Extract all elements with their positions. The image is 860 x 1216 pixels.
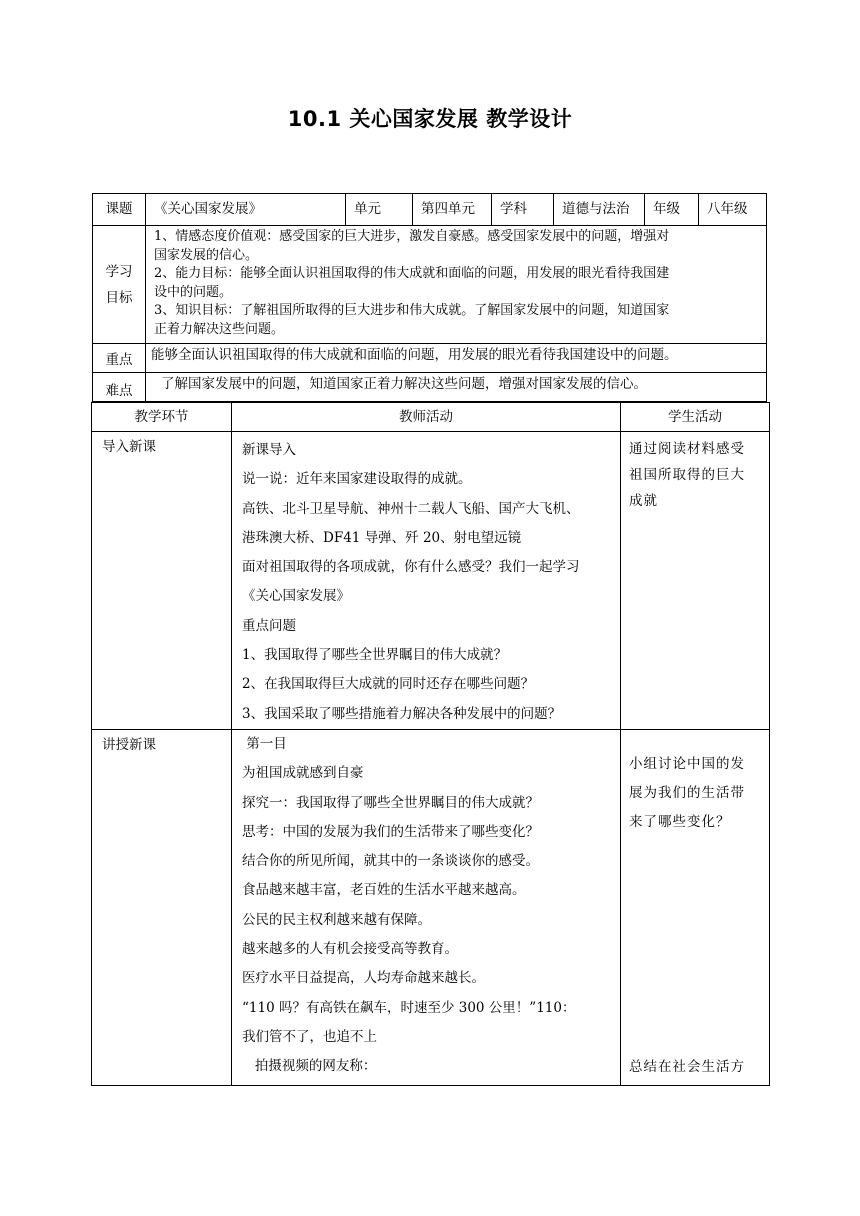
student-line: 总结在社会生活方 — [629, 1059, 745, 1075]
unit-label: 单元 — [346, 194, 413, 226]
objective-line: 1、情感态度价值观：感受国家的巨大进步，激发自豪感。感受国家发展中的问题，增强对 — [154, 229, 670, 244]
teacher-line: 食品越来越丰富，老百姓的生活水平越来越高。 — [242, 882, 526, 899]
student-line: 来了哪些变化？ — [629, 814, 731, 830]
objective-line: 2、能力目标：能够全面认识祖国取得的伟大成就和面临的问题，用发展的眼光看待我国建 — [154, 266, 670, 282]
objective-line: 3、知识目标：了解祖国所取得的巨大进步和伟大成就。了解国家发展中的问题，知道国家 — [154, 303, 670, 319]
teacher-line: 为祖国成就感到自豪 — [242, 765, 364, 782]
lesson-plan-table — [91, 402, 770, 1086]
teacher-line: 医疗水平日益提高，人均寿命越来越长。 — [242, 970, 485, 987]
course-info-table — [92, 193, 767, 402]
header-teacher: 教师活动 — [232, 403, 621, 432]
topic-label: 课题 — [93, 194, 146, 226]
teacher-line: 我们管不了，也追不上 — [242, 1028, 377, 1045]
teacher-line: 公民的民主权利越来越有保障。 — [242, 911, 431, 928]
objective-line: 国家发展的信心。 — [154, 247, 259, 263]
unit-value: 第四单元 — [413, 194, 492, 226]
objective-line: 设中的问题。 — [154, 284, 233, 300]
teacher-line: 新课导入 — [242, 442, 296, 458]
teacher-line: 第一目 — [242, 736, 287, 752]
student-line: 展为我们的生活带 — [629, 785, 745, 801]
page-title: 10.1 关心国家发展 教学设计 — [287, 107, 573, 131]
header-stage: 教学环节 — [92, 403, 232, 432]
teacher-activity-intro — [232, 432, 621, 730]
objectives-label: 学习 目标 — [93, 226, 146, 344]
teacher-line: 拍摄视频的网友称： — [242, 1058, 377, 1075]
student-line: 祖国所取得的巨大 — [629, 467, 745, 483]
objective-line: 正着力解决这些问题。 — [154, 321, 285, 337]
teacher-line: 《关心国家发展》 — [242, 588, 350, 605]
grade-value: 八年级 — [699, 194, 767, 226]
stage-new-lesson: 讲授新课 — [92, 730, 232, 1086]
student-line: 通过阅读材料感受 — [629, 441, 745, 457]
teacher-line: “110 吗？有高铁在飙车，时速至少 300 公里！”110： — [242, 999, 576, 1016]
student-activity-intro — [621, 432, 770, 730]
topic-value: 《关心国家发展》 — [146, 194, 346, 226]
stage-intro: 导入新课 — [92, 432, 232, 730]
teacher-line: 结合你的所见所闻，就其中的一条谈谈你的感受。 — [242, 853, 539, 870]
student-line: 成就 — [629, 493, 658, 509]
subject-label: 学科 — [492, 194, 554, 226]
subject-value: 道德与法治 — [554, 194, 645, 226]
teacher-line: 重点问题 — [242, 617, 296, 634]
teacher-line: 3、我国采取了哪些措施着力解决各种发展中的问题？ — [242, 705, 562, 722]
teacher-line: 港珠澳大桥、DF41 导弹、歼 20、射电望远镜 — [242, 529, 522, 546]
teacher-line: 1、我国取得了哪些全世界瞩目的伟大成就？ — [242, 647, 508, 664]
key-point-text: 能够全面认识祖国取得的伟大成就和面临的问题，用发展的眼光看待我国建设中的问题。 — [146, 344, 767, 373]
student-activity-new-lesson — [621, 730, 770, 1086]
teacher-line: 说一说：近年来国家建设取得的成就。 — [242, 471, 472, 488]
teacher-line: 思考：中国的发展为我们的生活带来了哪些变化？ — [242, 823, 539, 840]
teacher-line: 高铁、北斗卫星导航、神州十二载人飞船、国产大飞机、 — [242, 500, 580, 517]
difficulty-text: 了解国家发展中的问题，知道国家正着力解决这些问题，增强对国家发展的信心。 — [146, 373, 767, 402]
header-student: 学生活动 — [621, 403, 770, 432]
teacher-line: 2、在我国取得巨大成就的同时还存在哪些问题？ — [242, 676, 535, 693]
teacher-line: 越来越多的人有机会接受高等教育。 — [242, 941, 458, 958]
teacher-line: 探究一：我国取得了哪些全世界瞩目的伟大成就？ — [242, 794, 539, 811]
student-line: 小组讨论中国的发 — [629, 756, 745, 772]
teacher-activity-new-lesson — [232, 730, 621, 1086]
objectives-text — [146, 226, 767, 344]
grade-label: 年级 — [645, 194, 699, 226]
difficulty-label: 难点 — [93, 373, 146, 402]
key-point-label: 重点 — [93, 344, 146, 373]
teacher-line: 面对祖国取得的各项成就，你有什么感受？我们一起学习 — [242, 559, 580, 576]
